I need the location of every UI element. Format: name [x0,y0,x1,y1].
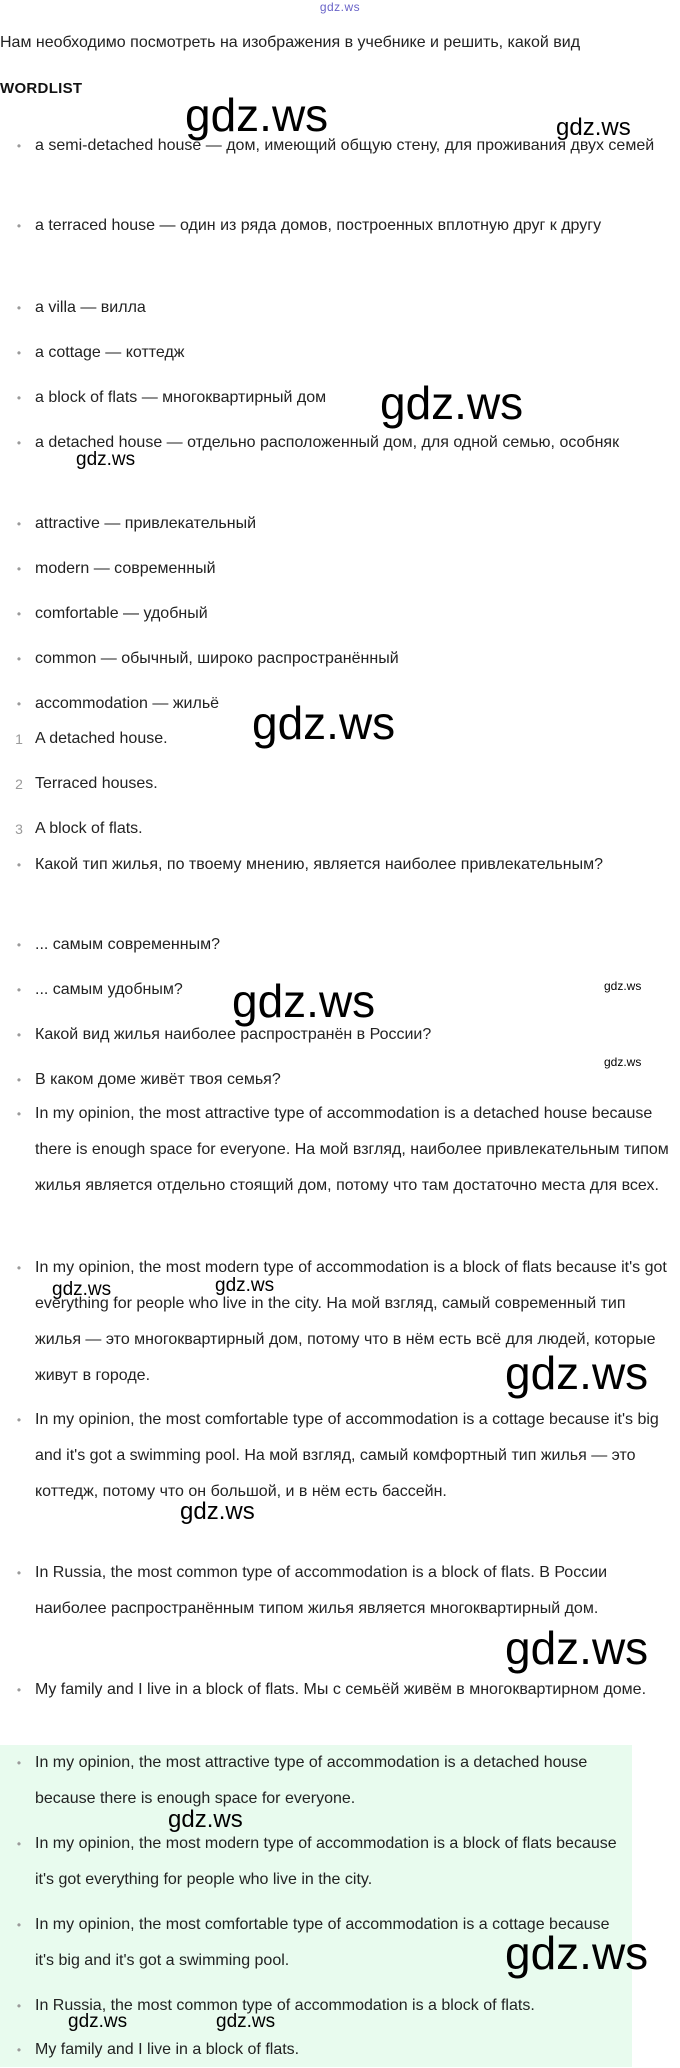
list-item-text: Terraced houses. [35,775,158,792]
list-item-text: comfortable — удобный [35,605,208,622]
bullet-marker: • [16,2043,22,2057]
number-marker: 2 [15,776,23,792]
bullet-marker: • [16,219,22,233]
bullet-marker: • [16,1107,22,1121]
bullet-marker: • [16,652,22,666]
wordlist-heading: WORDLIST [0,80,83,97]
list-item-text: In my opinion, the most modern type of accommodation is a block of flats because it's got everything for people who live in the city. На мой взгляд, самый современный тип жилья — это многоквартирный дом, потому что в нём есть всё для людей, которые живут в городе. [35,1259,667,1384]
watermark: gdz.ws [180,1498,255,1525]
list-item-text: In Russia, the most common type of accommodation is a block of flats. [35,1997,535,2014]
bullet-marker: • [16,1028,22,1042]
list-item-text: В каком доме живёт твоя семья? [35,1071,281,1088]
bullet-marker: • [16,391,22,405]
list-item-text: a cottage — коттедж [35,344,185,361]
list-item-text: ... самым удобным? [35,981,183,998]
list-item-text: ... самым современным? [35,936,220,953]
site-logo[interactable]: gdz.ws [319,0,361,14]
list-item-text: a terraced house — один из ряда домов, построенных вплотную друг к другу [35,217,602,234]
list-item-text: My family and I live in a block of flats. [35,2041,300,2058]
bullet-marker: • [16,983,22,997]
list-item-text: a villa — вилла [35,299,146,316]
watermark: gdz.ws [232,975,376,1027]
bullet-marker: • [16,1999,22,2013]
bullet-marker: • [16,858,22,872]
bullet-marker: • [16,436,22,450]
bullet-marker: • [16,607,22,621]
watermark: gdz.ws [52,1279,112,1300]
bullet-marker: • [16,1756,22,1770]
bullet-marker: • [16,517,22,531]
watermark: gdz.ws [505,1347,649,1399]
watermark: gdz.ws [505,1622,649,1674]
number-marker: 3 [15,821,23,837]
watermark: gdz.ws [380,377,524,429]
bullet-marker: • [16,1261,22,1275]
bullet-marker: • [16,1073,22,1087]
list-item-text: Какой вид жилья наиболее распространён в России? [35,1026,432,1043]
watermark: gdz.ws [604,979,642,993]
list-item-text: a block of flats — многоквартирный дом [35,389,327,406]
number-marker: 1 [15,731,23,747]
list-item-text: a semi-detached house — дом, имеющий общую стену, для проживания двух семей [35,137,655,154]
list-item-text: A detached house. [35,730,168,747]
bullet-marker: • [16,346,22,360]
intro-text: Нам необходимо посмотреть на изображения в учебнике и решить, какой вид [0,34,581,51]
list-item-text: attractive — привлекательный [35,515,257,532]
list-item-text: In my opinion, the most attractive type of accommodation is a detached house because there is enough space for everyone. [35,1754,588,1807]
bullet-marker: • [16,1413,22,1427]
watermark: gdz.ws [76,449,136,470]
list-item-text: In my opinion, the most comfortable type of accommodation is a cottage because it's big and it's got a swimming pool. На мой взгляд, самый комфортный тип жилья — это коттедж, потому что он большой, и в нём есть бассейн. [35,1411,659,1500]
bullet-marker: • [16,697,22,711]
bullet-marker: • [16,1566,22,1580]
bullet-marker: • [16,139,22,153]
bullet-marker: • [16,301,22,315]
list-item-text: Какой тип жилья, по твоему мнению, является наиболее привлекательным? [35,856,603,873]
list-item-text: In my opinion, the most attractive type of accommodation is a detached house because there is enough space for everyone. На мой взгляд, наиболее привлекательным типом жилья является отдельно стоящий дом, потому что там достаточно места для всех. [35,1105,669,1194]
bullet-marker: • [16,562,22,576]
watermark: gdz.ws [505,1927,649,1979]
list-item-text: My family and I live in a block of flats. Мы с семьёй живём в многоквартирном доме. [35,1681,647,1698]
list-item-text: accommodation — жильё [35,695,220,712]
list-item-text: In my opinion, the most comfortable type of accommodation is a cottage because it's big and it's got a swimming pool. [35,1916,610,1969]
list-item-text: In my opinion, the most modern type of accommodation is a block of flats because it's got everything for people who live in the city. [35,1835,617,1888]
list-item-text: A block of flats. [35,820,143,837]
watermark: gdz.ws [168,1806,243,1833]
watermark: gdz.ws [216,2011,276,2032]
list-item-text: modern — современный [35,560,216,577]
watermark: gdz.ws [604,1055,642,1069]
list-item-text: common — обычный, широко распространённый [35,650,399,667]
watermark: gdz.ws [68,2011,128,2032]
bullet-marker: • [16,938,22,952]
watermark: gdz.ws [556,114,631,141]
bullet-marker: • [16,1683,22,1697]
list-item-text: a detached house — отдельно расположенный дом, для одной семью, особняк [35,434,620,451]
bullet-marker: • [16,1918,22,1932]
watermark: gdz.ws [215,1275,275,1296]
watermark: gdz.ws [185,89,329,141]
watermark: gdz.ws [252,697,396,749]
list-item-text: In Russia, the most common type of accommodation is a block of flats. В России наиболее распространённым типом жилья является многоквартирный дом. [35,1564,608,1617]
bullet-marker: • [16,1837,22,1851]
